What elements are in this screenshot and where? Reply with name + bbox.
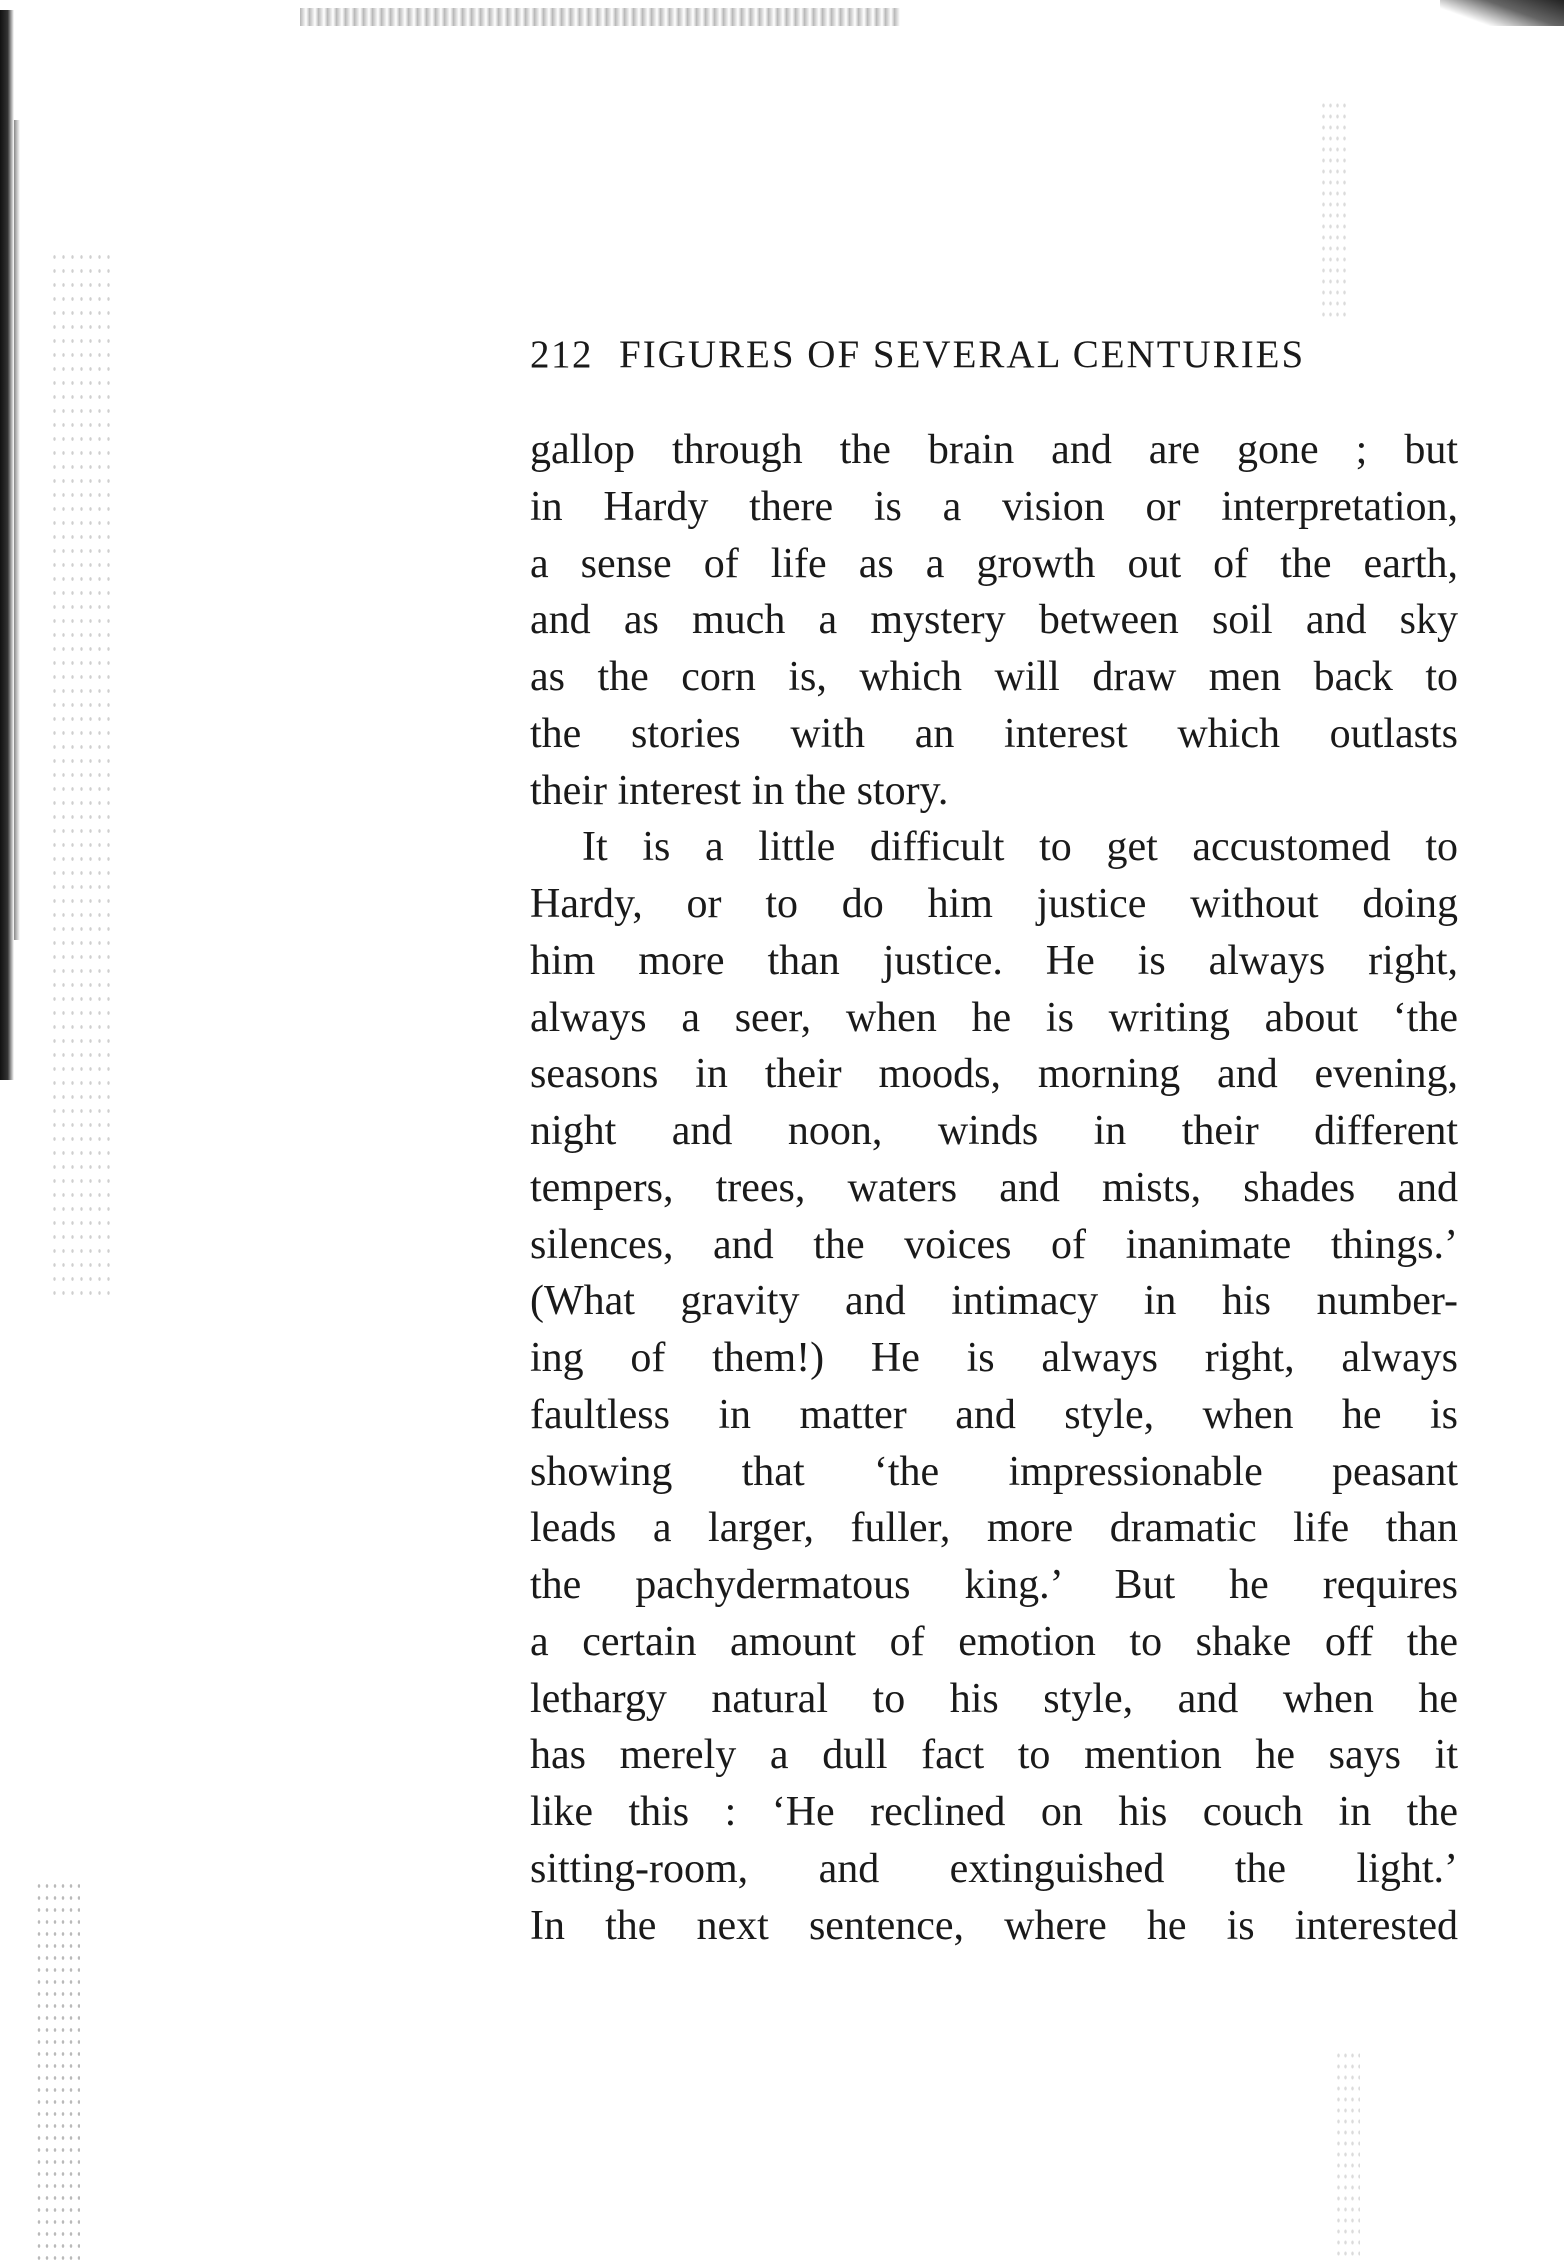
text-line: always a seer, when he is writing about ‘the [530,994,1458,1041]
text-line: him more than justice. He is always right, [530,937,1458,984]
text-line: a sense of life as a growth out of the earth, [530,540,1458,587]
text-line: has merely a dull fact to mention he says it [530,1732,1458,1779]
scan-speckle-left-bottom [35,1880,80,2260]
running-title: FIGURES OF SEVERAL CENTURIES [619,333,1306,376]
text-line: It is a little difficult to get accustomed to [582,824,1458,871]
text-line: gallop through the brain and are gone ; but [530,427,1458,473]
scan-speckle-left [50,250,110,1300]
scan-speckle-right-bottom [1335,2050,1360,2260]
text-line: seasons in their moods, morning and evening, [530,1051,1458,1098]
text-line: leads a larger, fuller, more dramatic life than [530,1505,1458,1552]
scan-top-edge [300,8,900,26]
text-line: and as much a mystery between soil and sky [530,597,1458,644]
running-header [530,332,1460,377]
text-line: silences, and the voices of inanimate things.’ [530,1221,1458,1268]
text-line: like this : ‘He reclined on his couch in the [530,1789,1458,1835]
text-line: in Hardy there is a vision or interpretation, [530,483,1458,530]
text-line: showing that ‘the impressionable peasant [530,1448,1458,1495]
scan-gutter-shadow [0,10,14,1080]
body-text [530,422,1458,1954]
text-line: a certain amount of emotion to shake off the [530,1618,1458,1665]
text-line: their interest in the story. [530,767,949,814]
text-line: as the corn is, which will draw men back to [530,654,1458,700]
scan-gutter-shadow-inner [14,120,20,940]
scan-corner-mark [1440,0,1564,26]
text-line: sitting-room, and extinguished the light.’ [530,1845,1458,1892]
text-line: In the next sentence, where he is interested [530,1902,1458,1949]
text-line: tempers, trees, waters and mists, shades and [530,1164,1458,1211]
text-line: (What gravity and intimacy in his number- [530,1278,1458,1325]
text-line: the pachydermatous king.’ But he requires [530,1562,1458,1608]
scan-speckle-right [1320,100,1350,320]
text-line: ing of them!) He is always right, always [530,1335,1458,1381]
page-number: 212 [530,333,593,376]
text-line: faultless in matter and style, when he is [530,1391,1458,1438]
text-line: the stories with an interest which outlasts [530,710,1458,757]
text-line: Hardy, or to do him justice without doing [530,881,1458,927]
text-line: lethargy natural to his style, and when he [530,1675,1458,1722]
text-line: night and noon, winds in their different [530,1108,1458,1154]
